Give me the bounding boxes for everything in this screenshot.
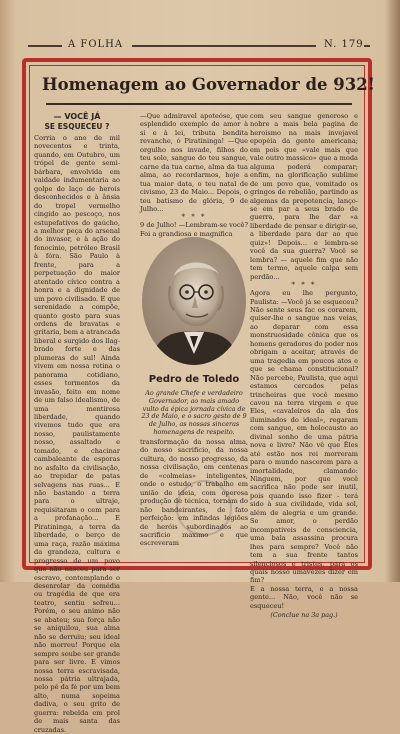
column-right-body-3: E a nossa terra, e a nossa gente... Não, você não se esqueceu! [250, 584, 358, 610]
headline-underline [46, 103, 352, 105]
portrait-caption: Ao grande Chefe e verdadeiro Governador, ao mais amado vulto da épica jornada cívica de 23 de Maio, e o sacro gesto de 9 de Julho, as nossas sinceras homenagens de respeito. [141, 389, 247, 436]
column-left-body: Corria o ano de mil novecentos e trinta, quando, em Outubro, um trópel de gente semi-bárbara, envolvida em vaidade indumentaria ao golpe do laço de herois desconhecidos e à ânsia do tropel vermelho cingido ao pescoço, nos estupefativos do gaúcho, a melhor peça do arsenal do invasor, e à ação do fenocinio, petróleo Brasil à fóra. São Paulo à frente, para a perpetuação do maior atentado cívico contra a honra e a dignidade de um povo civilisado. E que serenidade a compõe, quanto gosto para suas ordens de bravatas e gritaria, bem a atrancada liberal e surgido dos llag-brado forte e das plumeras do sul! Ainda vivem em nossa retina o panorama cotidiano, esses tormentos da invasão, feito em nome de um falso idealismo, de uma mentirosa liberdade, quando vivemos tudo que era nosso, paulistamente nosso, assaltado e tomado, e chacinar cambaleante de esporas no asfalto da civilisação, ao trepidar de patas selvagens nas ruas... E não bastando a terra para o ultraje, requisitaram o cem para a profanação... E Piratininga, a terra da liberdade, o berço de uma raça, razão máxima da grandeza, cultura e progresso de um povo que não nasceu para ser escravo, contemplando o desenrolar da comédia ou tragédia de que era teatro, sentiu sofreu... Porém, o seu animo não se abateu; sua força não se aniquilou, sua alma não se derruiu; seu ideal não morreu! Porque ela sempre soube ser grande para ser livre. E vimos nossa terra escravisada, nossa pátria ultrajada, pelo pé da fé por um bem alto, numa sopeima dadiva, o seu grito de guerra: rebelda em prol de mais santa das cruzadas. [34, 134, 120, 734]
section-kicker [34, 112, 120, 132]
column-right-body: com seu sangue generoso e nobre a mais bela pagina de heroismo na mais invejavel epopéia da gente americana; em pois que «vale mais que vale outro massico» que a moda alguma poderá comparar; enfim, na glorificação sublime de um povo que, vomitado os gringos de rebelião, partindo as algemas da prepotencia, lanço-se em par a seus brado de guerra, para lhe dar «a liberdade de pensar e dirigir-se, a liberdade para dar ao que quiz»! Depois... e lembra-se você da sua guerra? Você se lembra? — aquele fim que não tem termo, aquele calpa sem perdão... [250, 112, 358, 281]
head-rule-right [364, 45, 370, 47]
column-right-body-2: Agora eu lhe pergunto, Paulista: —Você já se esqueceu? Não sente seus fac os corarem, quiser-lhe o sangue nas veias, ao deparar com essa monstruosidade cônica que os homens geradores do poder nos obrigam a aceitar, através de uma tragedia em poucos atos e que se chama constitucional? Não percebe, Paulista, que aqui estamos cercados pelas trincheiras que você mesmo cavou na terra virgem e que Eles, «cavaleiros da ala dos iluminados do ideal», regaram com sangue, em holocausto ao divinal sonho de uma pátria nova e livre? Não vê que Êles até estão nos rei morreram para o mundo nascerem para a imortalidade, clamando: Ninguem, por que você sacrifica não pode ser inutil, pois quando isso fizer - terá sido à sua civilidade, vida sol, além de alegria e um grande. Se amor, o perdão incompativeis de consciencia, uma bala assassina procura lhes para sempre? Você não tem a sua frente tantos silenciosos e tristes, para os quais nosso umavezes dizer em fim? [250, 289, 358, 585]
publication-title: A FOLHA [68, 39, 124, 50]
continued-note: (Conclue na 3a pag.) [270, 611, 338, 620]
running-head [28, 39, 370, 53]
kicker-line-1: — VOCÊ JÁ [53, 112, 101, 121]
column-left [34, 112, 120, 734]
kicker-line-2: SE ESQUECEU ? [44, 122, 110, 131]
section-stars: * * * [181, 213, 207, 222]
column-middle-top [140, 112, 248, 238]
page-number: N. 179 [324, 39, 364, 50]
column-middle-top-after: 9 de Julho! —Lembram-se você? Foi a grandiosa e magnifica [140, 221, 248, 238]
library-stamp [176, 480, 232, 536]
portrait-name: Pedro de Toledo [148, 374, 240, 385]
article-headline: Homenagem ao Governador de 932! [42, 75, 375, 94]
section-stars-right: * * * [291, 281, 317, 290]
head-rule-left [28, 45, 62, 47]
column-middle-bottom-body: transformação da nossa alma, do nosso sacrificio, da nossa cultura, do nosso progresso, da nossa civilisação, em centenas de «colmeias» inteligentes, onde o estudo, o trabalho em união de ideia, com operosa produção de técnica, tornam do não bandeirantes, de fato perfeição: em infindas legiões de heróis subordinados ao sacrificio maximo e que escreveram [140, 438, 248, 548]
column-right [250, 112, 358, 620]
portrait-photo [140, 236, 248, 366]
portrait-image [140, 236, 248, 366]
column-middle-top-body: —Que admiravel apoteóse, que esplendido exemplo de amor à si e à lei, tributa bendita revanche, ó Piratininga! —Que orgulho nos invade, filhos do teu solo, sangue do teu sangue, carne da tua carne, alma da tua alma, ao recordarmos, hoje a tua maior data, o teu natal de civismo, 23 de Maio... Depois, o teu batismo de glória, 9 de Julho... [140, 112, 248, 213]
head-rule-middle [132, 45, 316, 47]
